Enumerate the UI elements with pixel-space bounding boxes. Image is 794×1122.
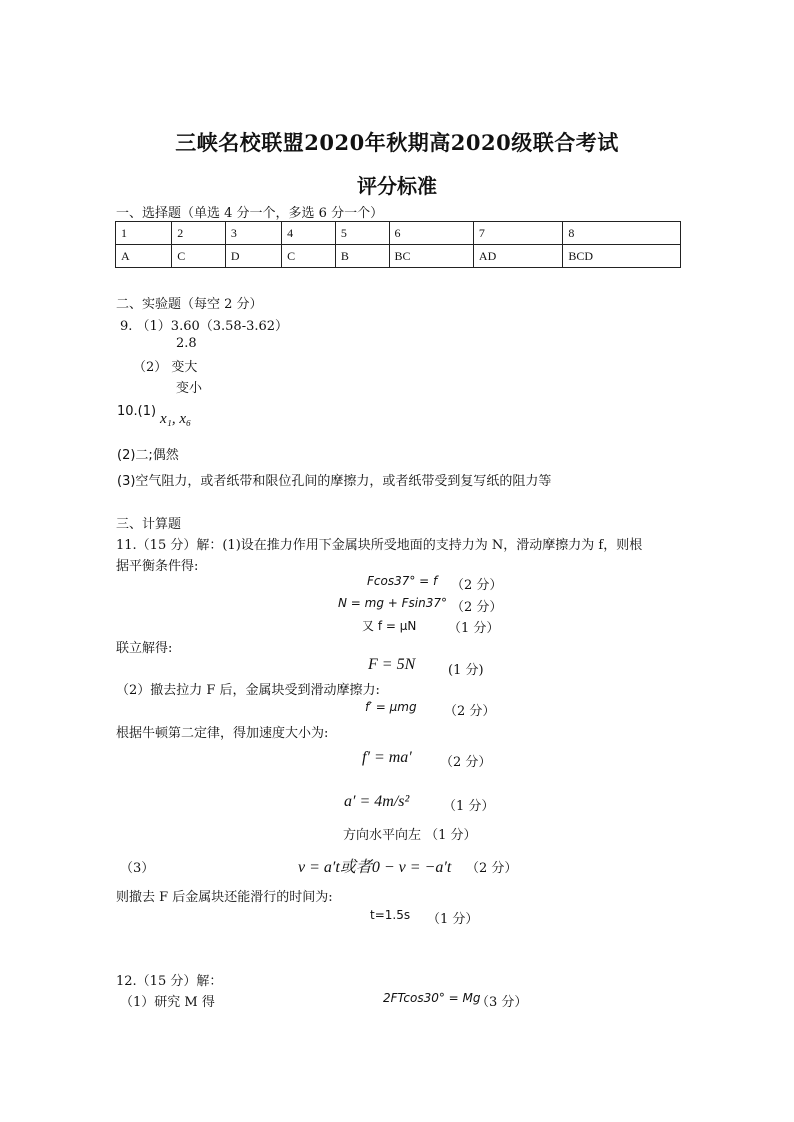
q11-intro-line2: 据平衡条件得: [116,559,199,574]
equation-5-score: （2 分） [444,704,496,719]
answer-table [115,221,681,268]
page-title: 三峡名校联盟2020年秋期高2020级联合考试 [175,130,619,155]
q10-line3: (3)空气阻力，或者纸带和限位孔间的摩擦力，或者纸带受到复写纸的阻力等 [117,474,552,489]
table-cell: A [116,245,172,268]
equation-9: t=1.5s [370,908,411,922]
q9-line4: 变小 [176,381,203,396]
q9-line1: 9. （1）3.60（3.58-3.62） [120,319,289,334]
equation-4: F = 5N [368,656,416,673]
part3-label: （3） [120,861,155,876]
table-cell: AD [473,245,562,268]
equation-10: 2FTcos30° = Mg [383,991,481,1005]
q10-line2: (2)二;偶然 [117,448,179,463]
table-cell: BC [389,245,473,268]
equation-2-score: （2 分） [451,600,503,615]
time-text: 则撤去 F 后金属块还能滑行的时间为: [116,890,333,905]
table-row [116,245,681,268]
table-cell: 3 [225,222,281,245]
equation-8-score: （2 分） [466,861,518,876]
equation-1-score: （2 分） [451,578,503,593]
q10-line1-math: x₁, x₆ [160,411,192,427]
table-cell: 4 [282,222,336,245]
page-subtitle: 评分标准 [357,174,437,198]
q12-part1: （1）研究 M 得 [120,995,215,1010]
table-cell: 7 [473,222,562,245]
section1-heading: 一、选择题（单选 4 分一个，多选 6 分一个） [116,206,384,221]
table-row [116,222,681,245]
equation-7-score: （1 分） [443,799,495,814]
section2-heading: 二、实验题（每空 2 分） [116,297,263,312]
part2-text: （2）撤去拉力 F 后，金属块受到滑动摩擦力: [116,683,380,698]
solve-label: 联立解得: [116,641,173,656]
equation-5: f′ = μmg [365,700,417,714]
table-cell: B [335,245,389,268]
equation-2: N = mg + Fsin37° [338,596,448,610]
section3-heading: 三、计算题 [116,517,182,532]
table-cell: 1 [116,222,172,245]
equation-6: f′ = ma′ [362,749,412,766]
equation-9-score: （1 分） [427,912,479,927]
table-cell: 5 [335,222,389,245]
equation-7: a′ = 4m/s² [344,793,410,810]
equation-1: Fcos37° = f [367,574,438,588]
q10-line1-label: 10.(1) [117,404,157,419]
equation-4-score: (1 分) [448,663,484,678]
q9-line2: 2.8 [176,336,197,351]
q11-intro-line1: 11.（15 分）解：(1)设在推力作用下金属块所受地面的支持力为 N，滑动摩擦力为 f，则根 [116,538,643,553]
equation-3: 又 f = μN [362,619,417,633]
table-cell: 2 [172,222,226,245]
direction-text: 方向水平向左 （1 分） [343,828,477,843]
equation-6-score: （2 分） [440,755,492,770]
equation-8: v = a′t或者0 − v = −a′t [298,859,452,876]
q9-line3: （2） 变大 [133,360,198,375]
equation-10-score: （3 分） [476,995,528,1010]
table-cell: BCD [563,245,681,268]
table-cell: 8 [563,222,681,245]
table-cell: D [225,245,281,268]
table-cell: C [282,245,336,268]
q12-intro: 12.（15 分）解： [116,974,223,989]
equation-3-score: （1 分） [448,621,500,636]
table-cell: C [172,245,226,268]
table-cell: 6 [389,222,473,245]
newton-text: 根据牛顿第二定律，得加速度大小为: [116,726,329,741]
